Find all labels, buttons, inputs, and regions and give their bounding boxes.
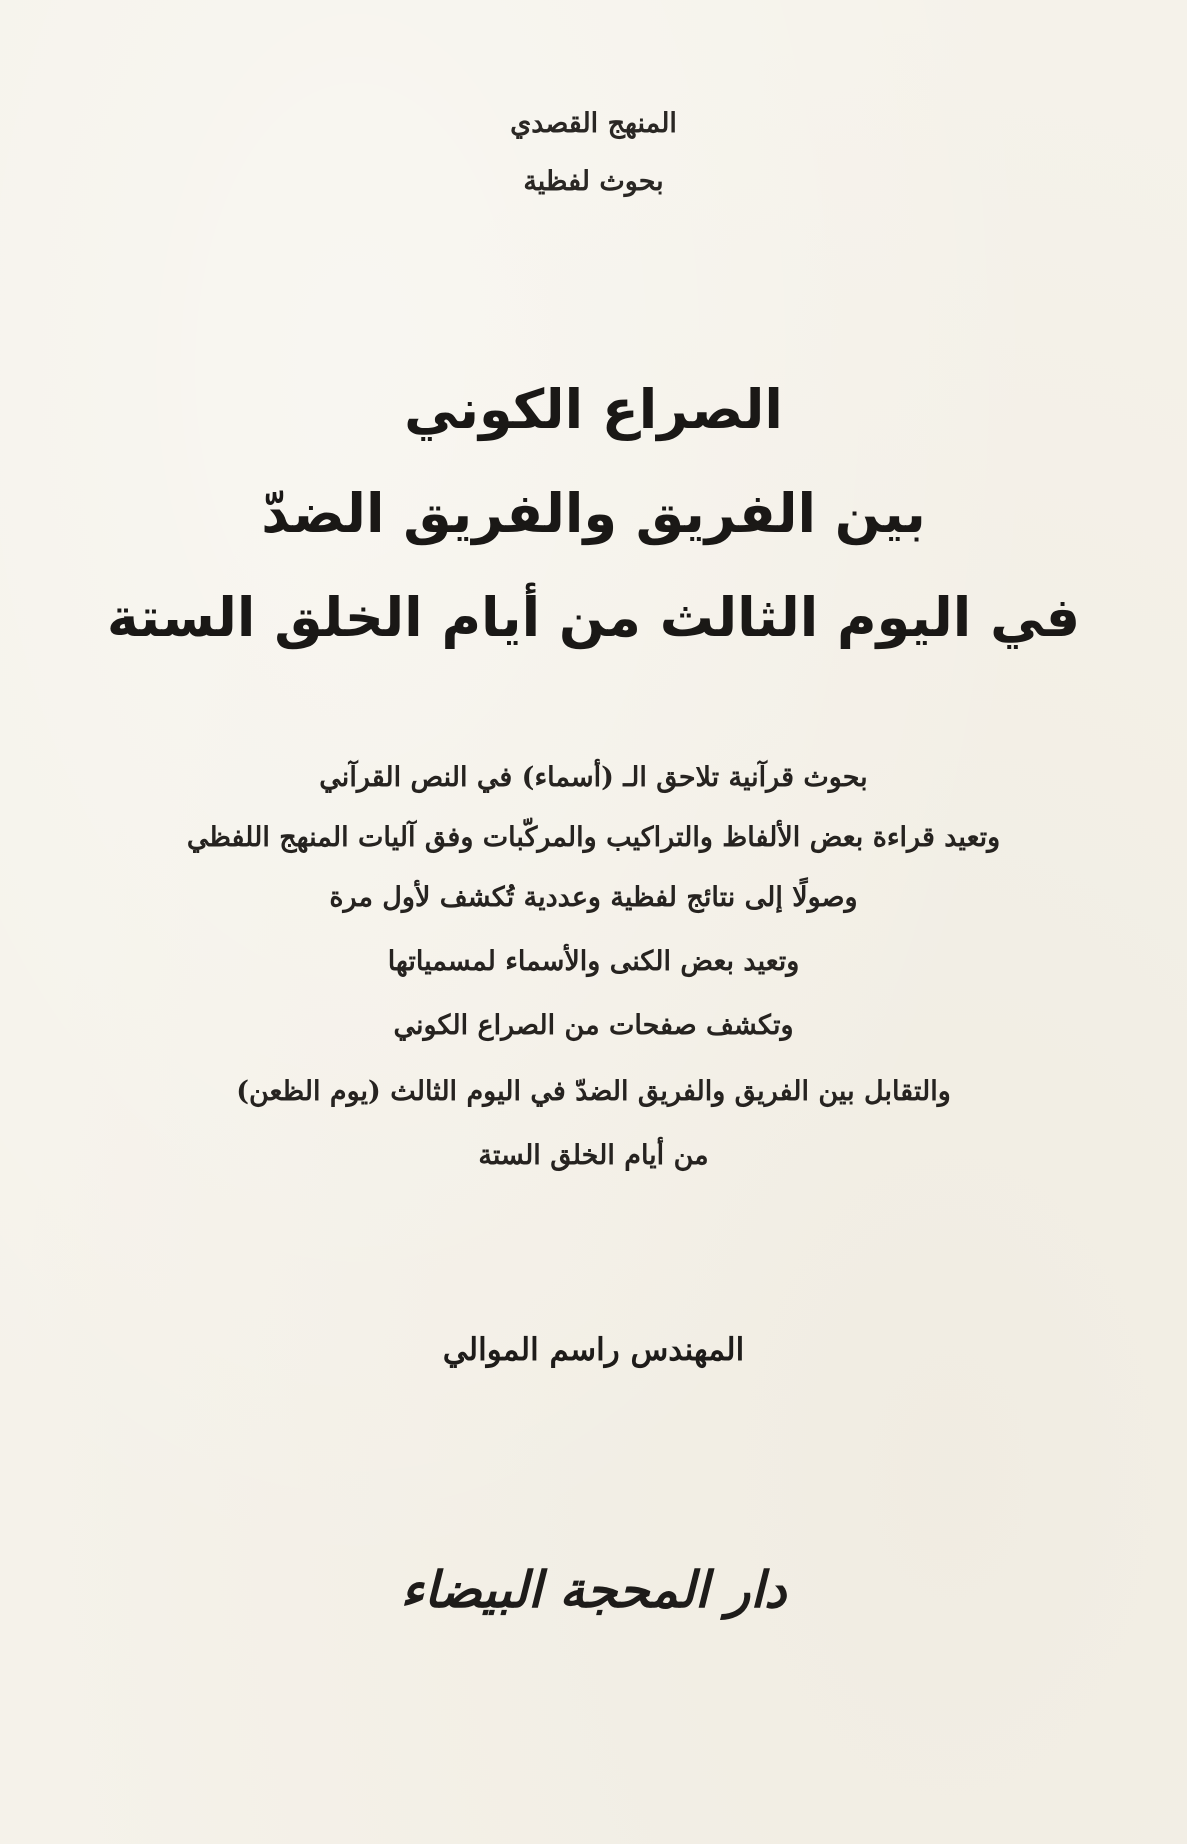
- description-line-4: وتعيد بعض الكنى والأسماء لمسمياتها: [387, 946, 800, 977]
- author-name: المهندس راسم الموالي: [442, 1332, 745, 1368]
- description-line-1: بحوث قرآنية تلاحق الـ (أسماء) في النص القرآني: [319, 762, 868, 793]
- description-line-6: والتقابل بين الفريق والفريق الضدّ في اليوم الثالث (يوم الظعن): [236, 1076, 951, 1107]
- description-line-2: وتعيد قراءة بعض الألفاظ والتراكيب والمركّبات وفق آليات المنهج اللفظي: [186, 822, 1001, 853]
- book-title-line-3: في اليوم الثالث من أيام الخلق الستة: [106, 586, 1081, 649]
- book-title-line-1: الصراع الكوني: [404, 378, 783, 441]
- series-title: المنهج القصدي: [510, 108, 677, 139]
- series-subtitle: بحوث لفظية: [523, 166, 664, 197]
- publisher-name: دار المحجة البيضاء: [400, 1560, 787, 1619]
- description-line-7: من أيام الخلق الستة: [478, 1140, 709, 1171]
- book-title-line-2: بين الفريق والفريق الضدّ: [261, 482, 926, 545]
- description-line-3: وصولًا إلى نتائج لفظية وعددية تُكشف لأول مرة: [329, 882, 858, 913]
- description-line-5: وتكشف صفحات من الصراع الكوني: [393, 1010, 794, 1041]
